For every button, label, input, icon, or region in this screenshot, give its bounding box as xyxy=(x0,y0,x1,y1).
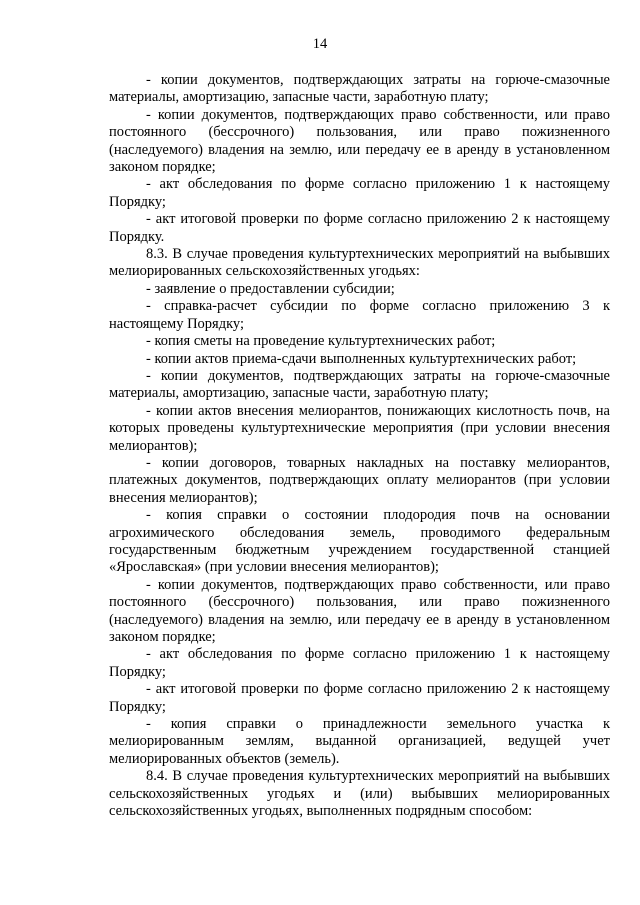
paragraph-6: - заявление о предоставлении субсидии; xyxy=(146,280,395,297)
paragraph-8: - копия сметы на проведение культуртехнических работ; xyxy=(146,333,496,350)
paragraph-5: 8.3. В случае проведения культуртехнических мероприятий на выбывших мелиорированных сельскохозяйственных угодьях: xyxy=(109,246,610,280)
paragraph-9: - копии актов приема-сдачи выполненных культуртехнических работ; xyxy=(146,350,577,367)
paragraph-3: - акт обследования по форме согласно приложению 1 к настоящему Порядку; xyxy=(109,176,610,210)
paragraph-16: - акт итоговой проверки по форме согласно приложению 2 к настоящему Порядку; xyxy=(109,681,610,715)
paragraph-15: - акт обследования по форме согласно приложению 1 к настоящему Порядку; xyxy=(109,646,610,680)
paragraph-18: 8.4. В случае проведения культуртехнических мероприятий на выбывших сельскохозяйственных угодьях и (или) выбывших мелиорированных сельскохозяйственных угодьях, выполненных подрядным способом: xyxy=(109,768,610,820)
page-number: 14 xyxy=(312,36,328,52)
paragraph-11: - копии актов внесения мелиорантов, понижающих кислотность почв, на которых проведены культуртехнические мероприятия (при условии внесения мелиорантов); xyxy=(109,402,610,454)
paragraph-14: - копии документов, подтверждающих право собственности, или право постоянного (бессрочного) пользования, или право пожизненного (наследуемого) владения на землю, или передачу ее в аренду в установленном законом порядке; xyxy=(109,576,610,645)
paragraph-12: - копии договоров, товарных накладных на поставку мелиорантов, платежных документов, подтверждающих оплату мелиорантов (при условии внесения мелиорантов); xyxy=(109,454,610,506)
document-body xyxy=(109,72,610,820)
paragraph-4: - акт итоговой проверки по форме согласно приложению 2 к настоящему Порядку. xyxy=(109,211,610,245)
paragraph-17: - копия справки о принадлежности земельного участка к мелиорированным землям, выданной организацией, ведущей учет мелиорированных объектов (земель). xyxy=(109,716,610,767)
paragraph-13: - копия справки о состоянии плодородия почв на основании агрохимического обследования земель, проводимого федеральным государственным бюджетным учреждением государственной станцией «Ярославская» (при условии внесения мелиорантов); xyxy=(109,507,610,576)
paragraph-10: - копии документов, подтверждающих затраты на горюче-смазочные материалы, амортизацию, запасные части, заработную плату; xyxy=(109,367,610,402)
paragraph-1: - копии документов, подтверждающих затраты на горюче-смазочные материалы, амортизацию, запасные части, заработную плату; xyxy=(109,72,610,106)
paragraph-2: - копии документов, подтверждающих право собственности, или право постоянного (бессрочного) пользования, или право пожизненного (наследуемого) владения на землю, или передачу ее в аренду в установленном законом порядке; xyxy=(109,106,610,176)
paragraph-7: - справка-расчет субсидии по форме согласно приложению 3 к настоящему Порядку; xyxy=(109,298,610,332)
